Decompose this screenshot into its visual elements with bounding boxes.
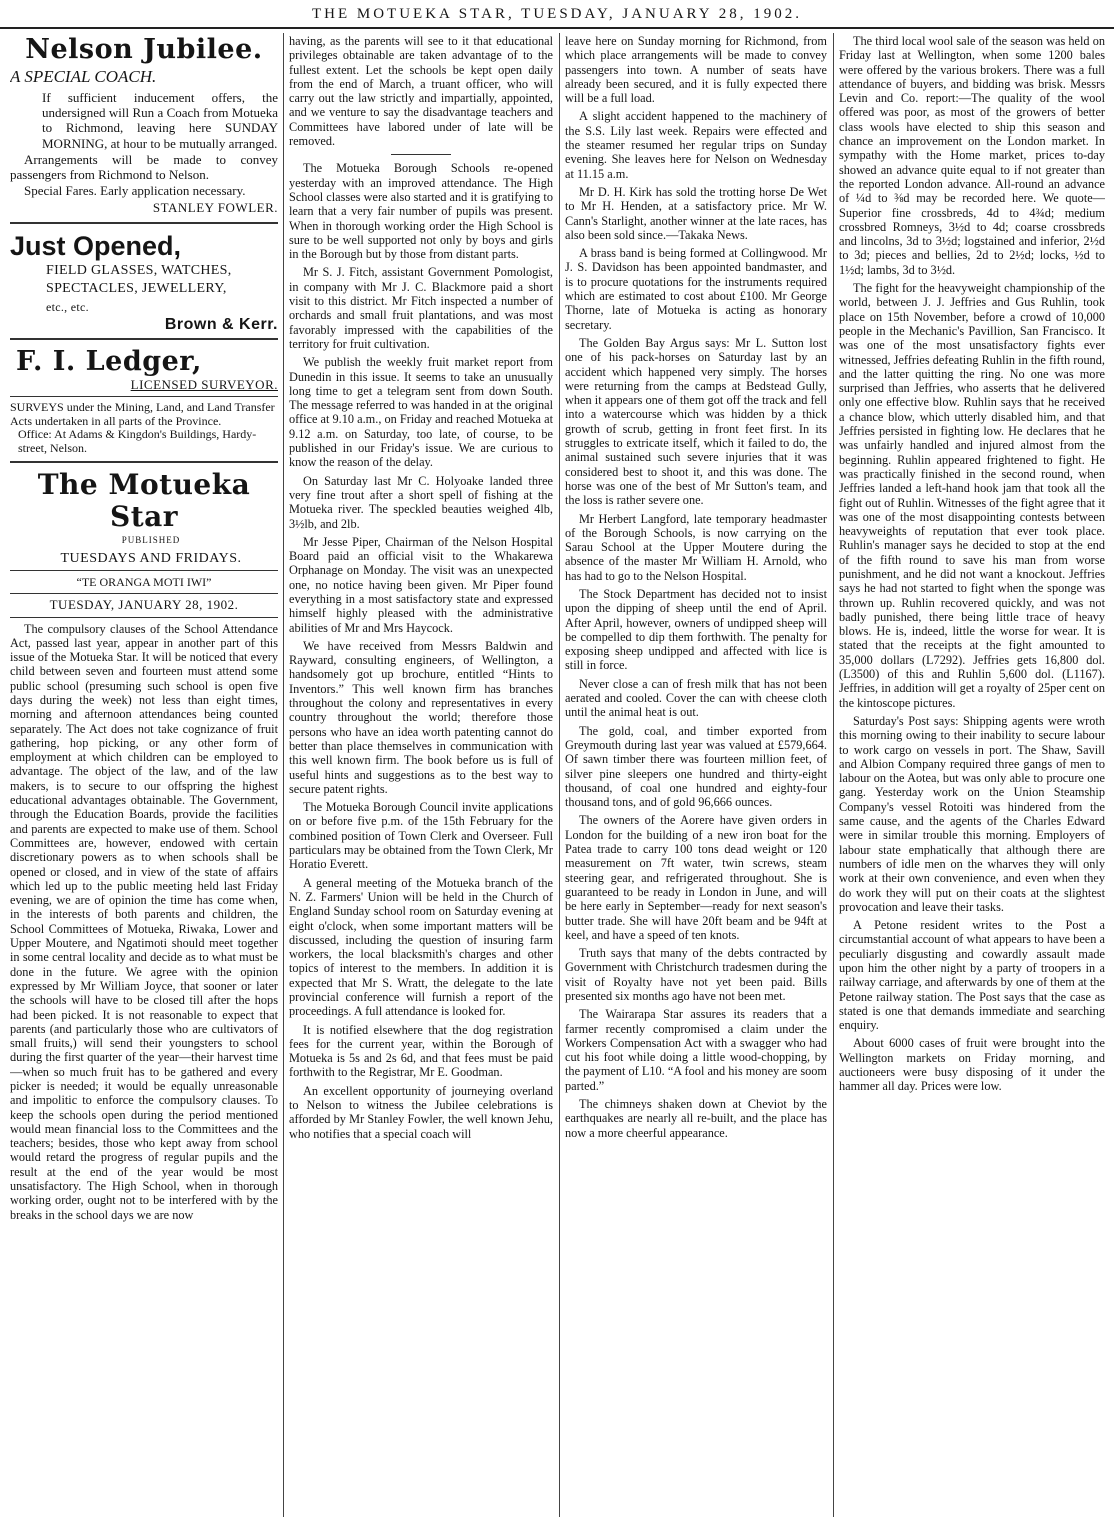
just-opened-items <box>10 262 278 316</box>
news-item: A Petone resident writes to the Post a circumstantial account of what appears to have been a peculiarly disgusting and cowardly assault made upon him the other night by a party of troopers in a railway carriage, and afterwards by one of them at the Petone railway station. The Post says that the case as stated is one that demands immediate and searching enquiry. <box>839 918 1105 1033</box>
title-divider <box>10 593 278 594</box>
news-item: The fight for the heavyweight championship of the world, between J. J. Jeffries and Gus Ruhlin, took place on 15th November, before a crowd of 10,000 people in the Mechanic's Pavillion, San Francisco. It was one of the most unsatisfactory fights ever witnessed, Jeffries defeating Ruhlin in the fifth round, and the latter quitting the ring. No one was more surprised than Jeffries, who asserts that he delivered only one effective blow. Ruhlin says that he received a chance blow, which utterly disabled him, and that Jeffries persisted in fighting low. He declares that he was unfairly handled and injured almost from the beginning. Ruhlin appeared frightened to fight. He was practically finished in the second round, when Jeffries landed a left-hand hook jam that took all the fight out of Ruhlin. Witnesses of the fight agree that it was one of the most disappointing contests between heavyweights of reputation that ever took place. Ruhlin's manager says he decided to stop at the end of the fifth round to save his man from worse punishment, and he did not want a knockout. Jeffries says he had not started to fight when the sponge was thrown up. Ruhlin recovered quickly, and was not badly punished, there being little trace of heavy blows. He is, indeed, little the worse for wear. It is stated that the receipts at the fight amounted to 35,000 dollars (L7292). Jeffries gets 16,800 dol. (L3500) of this and Ruhlin 5,600 dol. (L1167). Jeffries, in addition will get a royalty of 25per cent on the kintoscope pictures. <box>839 281 1105 710</box>
coach-ad-subtitle: A SPECIAL COACH. <box>10 67 157 86</box>
masthead: THE MOTUEKA STAR, TUESDAY, JANUARY 28, 1902. <box>311 6 802 22</box>
coach-ad-fares: Special Fares. Early application necessary. <box>24 183 246 199</box>
masthead-rule <box>0 27 1114 29</box>
news-item: A general meeting of the Motueka branch of the N. Z. Farmers' Union will be held in the Church of England Sunday school room on Saturday evening at eight o'clock, when some important matters will be discussed, including the question of insuring farm workers, the local blacksmith's charges and other topics of interest to the members. In addition it is expected that Mr S. Wratt, the delegate to the late provincial conference will furnish a report of the proceedings. A full attendance is looked for. <box>289 875 553 1019</box>
news-item: The third local wool sale of the season was held on Friday last at Wellington, when some 1200 bales were offered by the various brokers. There was a full attendance of buyers, and bidding was brisk. Messrs Levin and Co. report:—The quality of the wool offered was poor, as most of the growers of better class wools have elected to ship this season and chance an improvement on the London market. In sympathy with the Home market, prices to-day showed an advance quite equal to if not greater than the reported London advance. All-round an advance of ¼d to ⅜d may be recorded here. We quote—Superior fine crossbreds, 4d to 4¾d; medium crossbred Romneys, 3½d to 4d; coarse crossbreds and lincolns, 3d to 3½d; logstained and inferior, 2½d to 3d; pieces and bellies, 2d to 2½d; locks, ½d to 1½d; lambs, 3d to 3½d. <box>839 34 1105 277</box>
news-item: A brass band is being formed at Collingwood. Mr J. S. Davidson has been appointed bandmaster, and is to procure quotations for the instruments required which are estimated to cost about £100. Mr George Thorne, late of Motueka is acting as honorary secretary. <box>565 246 827 332</box>
column-2 <box>289 34 553 1516</box>
column-4 <box>839 34 1105 1516</box>
news-item: The chimneys shaken down at Cheviot by the earthquakes are nearly all re-built, and the place has now a more cheerful appearance. <box>565 1097 827 1140</box>
section-divider <box>391 154 451 155</box>
column-3 <box>565 34 827 1516</box>
just-opened-heading: Just Opened, <box>10 230 182 261</box>
ad-divider <box>10 396 278 397</box>
news-item: Mr S. J. Fitch, assistant Government Pomologist, in company with Mr J. C. Blackmore paid a short visit to this district. Mr Fitch inspected a number of orchards and small fruit plantations, and was most favorably impressed with the capabilities of the territory for fruit cultivation. <box>289 265 553 351</box>
title-divider <box>10 617 278 618</box>
column-divider <box>559 33 560 1517</box>
news-item: We publish the weekly fruit market report from Dunedin in this issue. It seems to take an unusually long time to get a telegram sent from down South. The message referred to was handed in at the original office at 9.10 a.m., on Friday and reached Motueka at 9.12 a.m. on Saturday, too late, of course, to be published in our Friday's issue. We are curious to know the reason of the delay. <box>289 355 553 470</box>
column-divider <box>833 33 834 1517</box>
news-item: It is notified elsewhere that the dog registration fees for the current year, within the Borough of Motueka is 5s and 2s 6d, and that fees must be paid forthwith to the Registrar, Mr E. Goodman. <box>289 1022 553 1080</box>
ledger-ad-office: Office: At Adams & Kingdon's Buildings, Hardy-street, Nelson. <box>18 427 257 455</box>
publication-days: TUESDAYS AND FRIDAYS. <box>60 550 242 566</box>
items-line: SPECTACLES, JEWELLERY, <box>46 280 227 296</box>
paper-motto: “TE ORANGA MOTI IWI” <box>76 574 212 589</box>
news-item: The Motueka Borough Council invite applications on or before five p.m. of the 15th February for the combined position of Town Clerk and Overseer. Full particulars may be obtained from the Town Clerk, Mr Horatio Everett. <box>289 800 553 872</box>
news-item: A slight accident happened to the machinery of the S.S. Lily last week. Repairs were effected and the steamer resumed her regular trips on Sunday evening. She leaves here for Nelson on Wednesday at 11.15 a.m. <box>565 109 827 181</box>
coach-ad-signature: STANLEY FOWLER. <box>152 200 278 216</box>
news-item: An excellent opportunity of journeying overland to Nelson to witness the Jubilee celebrations is afforded by Mr Stanley Fowler, the well known Jehu, who notifies that a special coach will <box>289 1083 553 1141</box>
coach-ad-arrangements: Arrangements will be made to convey passengers from Richmond to Nelson. <box>10 151 278 183</box>
news-item: The Golden Bay Argus says: Mr L. Sutton lost one of his pack-horses on Saturday last by an accident which happened very simply. The horses were returning from the camps at Bedstead Gully, when it appears one of them got off the track and fell into a watercourse which was hidden by a thick growth of scrub, getting in front feet first. In its struggles to extricate itself, which it failed to do, the animal sustained such severe injuries that it was considered best to shoot it, and this was done. The horse was one of the best of Mr Sutton's team, and the loss is rather severe one. <box>565 335 827 508</box>
ad-divider <box>10 222 278 224</box>
news-item: The Stock Department has decided not to insist upon the dipping of sheep until the end of April. After April, however, owners of undipped sheep will be compelled to dip them forthwith. The penalty for exposing sheep undipped and affected with lice is still in force. <box>565 586 827 673</box>
ledger-ad-title: F. I. Ledger, <box>16 346 202 378</box>
editorial-paragraph: The compulsory clauses of the School Attendance Act, passed last year, appear in another part of this issue of the Motueka Star. It will be noticed that every child between seven and fourteen must attend some public school (presuming such school is open five days during the week) not less than eight times, morning and afternoon attendances being counted separately. The Act does not take cognizance of fruit gathering, hop picking, or any other form of employment at which children can be employed to advantage. The object of the law, and of the law makers, is to secure to our offspring the highest educational advantages obtainable. The Government, through the Education Boards, provide the facilities and parents are expected to make use of them. School Committees are, however, endowed with certain discretionary powers as to when schools shall be opened or closed, and in view of the state of affairs which led up to the public meeting held last Friday evening, we are of opinion the time has come when, in the interests of both parents and children, the School Committees of Motueka, Riwaka, Lower and Upper Moutere, and Ngatimoti should meet together in some central locality and decide as to what must be done in the future. We agree with the opinion expressed by Mr William Joyce, that sooner or later the schools will have to be closed till after the hops had been picked. It is not reasonable to expect that parents (and particularly those who are cultivators of small fruits,) will send their youngsters to school during the first quarter of the year—their harvest time—when so much fruit has to be gathered and every picker is needed; it would be equally unreasonable and impolitic to enforce the compulsory clauses. To keep the schools open during the period mentioned would mean financial loss to the Committees and the teachers; besides, those who kept away from school would retard the progress of regular pupils and the result at the end of the year would be most unsatisfactory. The High School, when in thorough working order, ought not to be interfered with by the breaks in the school days we are now <box>10 621 278 1222</box>
items-line: etc., etc. <box>46 299 89 314</box>
ad-divider <box>10 338 278 340</box>
news-item: The owners of the Aorere have given orders in London for the building of a new iron boat for the Patea trade to carry 100 tons dead weight or 120 measurement on 7ft water, twin screws, steam steering gear, and refrigerated throughout. She is guaranteed to be ready in London in June, and will be here early in September—ready for next season's butter trade. She will have 20ft beam and be 94ft at keel, and have a speed of ten knots. <box>565 813 827 942</box>
news-item: Mr Herbert Langford, late temporary headmaster of the Borough Schools, is now carrying on the Sarau School at the Upper Moutere during the absence of the master Mr William H. Arnold, who has had to go to the Nelson Hospital. <box>565 511 827 583</box>
items-line: FIELD GLASSES, WATCHES, <box>46 262 232 278</box>
brown-kerr-brand: Brown & Kerr. <box>164 315 278 333</box>
news-item: The Wairarapa Star assures its readers that a farmer recently compromised a claim under the Workers Compensation Act with a swagger who had cut his foot while doing a little wood-chopping, by the payment of L10. “A fool and his money are soom parted.” <box>565 1007 827 1093</box>
coach-ad-text: If sufficient inducement offers, the undersigned will Run a Coach from Motueka to Richmond, leaving here SUNDAY MORNING, at hour to be mutually arranged. <box>42 90 278 151</box>
ad-divider <box>10 461 278 463</box>
paper-title: The Motueka Star <box>37 468 251 534</box>
news-item: leave here on Sunday morning for Richmond, from which place arrangements will be made to convey passengers into town. A number of seats have already been secured, and it is fully expected there will be a full load. <box>565 34 827 106</box>
news-item: Mr Jesse Piper, Chairman of the Nelson Hospital Board paid an official visit to the Whakarewa Orphanage on Monday. The visit was an unexpected one, no notice having been given. Mr Piper found everything in a most satisfactory state and expressed himself highly pleased with the administrative abilities of Mr and Mrs Haycock. <box>289 534 553 635</box>
news-item: Truth says that many of the debts contracted by Government with Christchurch tradesmen during the visit of Royalty have not yet been paid. Bills presented six months ago have not been met. <box>565 946 827 1003</box>
title-divider <box>10 570 278 571</box>
news-item: Never close a can of fresh milk that has not been aerated and cooled. Cover the can with cheese cloth until the animal heat is out. <box>565 676 827 720</box>
news-item: We have received from Messrs Baldwin and Rayward, consulting engineers, of Wellington, a handsomely got up brochure, entitled “Hints to Inventors.” This well known firm has branches throughout the colony and representatives in every country throughout the world; therefore those persons who have an idea worth patenting cannot do better than place themselves in communication with this well known firm. The book before us is full of useful hints and suggestions as to the best way to secure patent rights. <box>289 638 553 796</box>
coach-ad-body <box>10 90 278 198</box>
news-item: On Saturday last Mr C. Holyoake landed three very fine trout after a short spell of fishing at the Motueka river. The speckled beauties weighed 4lb, 3½lb, and 2lb. <box>289 473 553 531</box>
news-item: The Motueka Borough Schools re-opened yesterday with an improved attendance. The High School classes were also started and it is gratifying to learn that a very fair number of pupils was present. When in thorough working order the High School is sure to be well supported not only by boys and girls in the Borough but by those from distant parts. <box>289 161 553 262</box>
news-item: Saturday's Post says: Shipping agents were wroth this morning owing to their inability to secure labour to work cargo on vessels in port. The Shaw, Savill and Albion Company required three gangs of men to labour on the Aotea, but was only able to procure one gang. Yesterday work on the Union Steamship Company's vessel Rotoiti was hindered from the same cause, and the agents of the Charles Edward were in similar trouble this morning. Employers of labour state emphatically that although there are numbers of idle men on the wharves they will only work at their own convenience, and even when they do work they will put on their coats at the slightest provocation and leave their tasks. <box>839 713 1105 914</box>
news-item: About 6000 cases of fruit were brought into the Wellington markets on Friday morning, and auctioneers were busy disposing of it under the hammer all day. Prices were low. <box>839 1036 1105 1094</box>
news-item: The gold, coal, and timber exported from Greymouth during last year was valued at £579,664. Of sawn timber there was fourteen million feet, of silver pine sleepers one hundred and thirty-eight thousand, of coal one hundred and eighty-four thousand tons, and of gold 96,666 ounces. <box>565 723 827 810</box>
column-1 <box>10 34 278 1516</box>
ledger-ad-body: SURVEYS under the Mining, Land, and Land Transfer Acts undertaken in all parts of the Province. <box>10 400 275 428</box>
ledger-ad-subtitle: LICENSED SURVEYOR. <box>130 377 278 393</box>
column-divider <box>283 33 284 1517</box>
news-item: Mr D. H. Kirk has sold the trotting horse De Wet to Mr H. Henden, at a satisfactory price. Mr W. Cann's Starlight, another winner at the late races, has also been sold since.—Takaka News. <box>565 184 827 242</box>
published-label: PUBLISHED <box>121 535 181 546</box>
issue-date: TUESDAY, JANUARY 28, 1902. <box>49 597 239 613</box>
editorial-continued: having, as the parents will see to it that educational privileges obtainable are taken advantage of to the fullest extent. Let the schools be kept open daily from the end of March, a truant officer, who will carry out the law strictly and impartially, appointed, and we venture to say the disadvantage teachers and Committees have labored under of late will be removed. <box>289 34 553 149</box>
jubilee-ad-title: Nelson Jubilee. <box>25 34 263 65</box>
